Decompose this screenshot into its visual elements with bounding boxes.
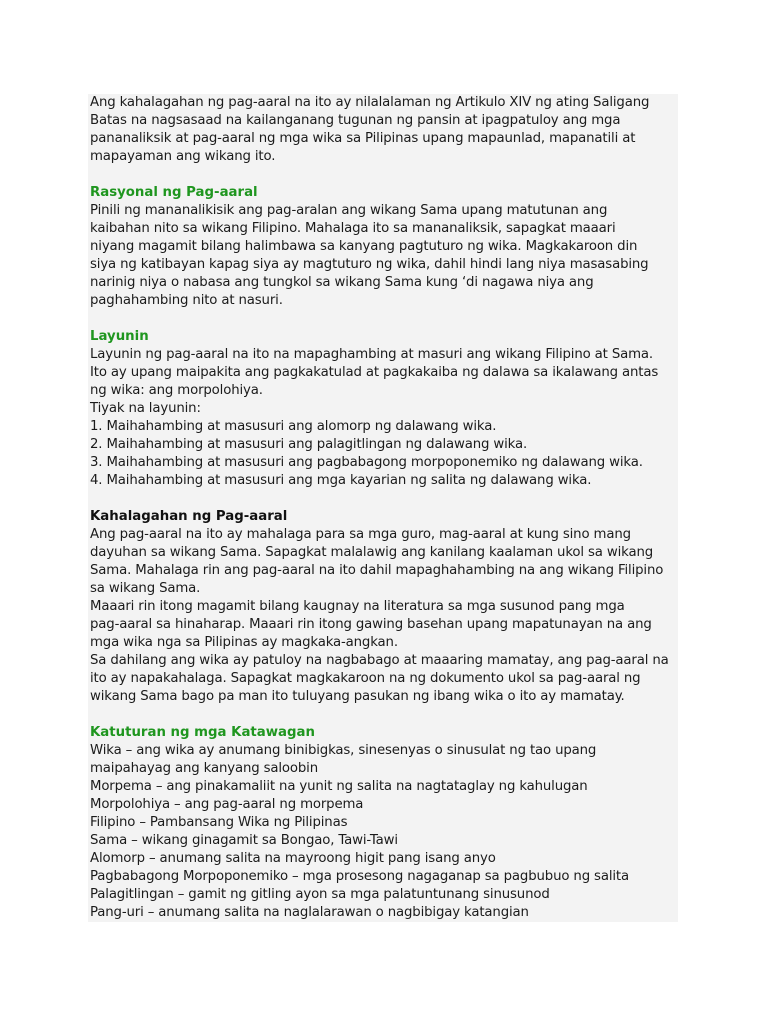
paragraph-line: wikang Sama bago pa man ito tuluyang pasukan ng ibang wika o ito ay mamatay.: [90, 689, 625, 704]
paragraph-line: mapayaman ang wikang ito.: [90, 149, 276, 164]
paragraph-line: Ang kahalagahan ng pag-aaral na ito ay nilalalaman ng Artikulo XIV ng ating Saligang: [90, 95, 650, 110]
section-heading: Layunin: [90, 329, 149, 344]
definition-line: Sama – wikang ginagamit sa Bongao, Tawi-Tawi: [90, 833, 398, 848]
definition-line: Wika – ang wika ay anumang binibigkas, sinesenyas o sinusulat ng tao upang: [90, 743, 597, 758]
section-rasyonal: [90, 184, 678, 310]
paragraph-line: kaibahan nito sa wikang Filipino. Mahalaga ito sa mananaliksik, sapagkat maaari: [90, 221, 616, 236]
paragraph-line: paghahambing nito at nasuri.: [90, 293, 283, 308]
definition-line: Palagitlingan – gamit ng gitling ayon sa mga palatuntunang sinusunod: [90, 887, 550, 902]
paragraph-line: ng wika: ang morpolohiya.: [90, 383, 263, 398]
definition-line: Morpema – ang pinakamaliit na yunit ng salita na nagtataglay ng kahulugan: [90, 779, 588, 794]
list-item: 1. Maihahambing at masusuri ang alomorp ng dalawang wika.: [90, 419, 497, 434]
definition-line: Pang-uri – anumang salita na naglalarawan o nagbibigay katangian: [90, 905, 529, 920]
paragraph-line: ito ay napakahalaga. Sapagkat magkakaroon na ng dokumento ukol sa pag-aaral ng: [90, 671, 641, 686]
definition-line: Alomorp – anumang salita na mayroong higit pang isang anyo: [90, 851, 496, 866]
section-introduction: [90, 94, 678, 166]
definition-line: Pagbabagong Morpoponemiko – mga prosesong nagaganap sa pagbubuo ng salita: [90, 869, 629, 884]
paragraph-line: Tiyak na layunin:: [90, 401, 201, 416]
paragraph-line: siya ng katibayan kapag siya ay magtuturo ng wika, dahil hindi lang niya masasabing: [90, 257, 649, 272]
paragraph-line: pananaliksik at pag-aaral ng mga wika sa Pilipinas upang mapaunlad, mapanatili at: [90, 131, 636, 146]
paragraph-line: narinig niya o nabasa ang tungkol sa wikang Sama kung ‘di nagawa niya ang: [90, 275, 594, 290]
paragraph-line: Ito ay upang maipakita ang pagkakatulad at pagkakaiba ng dalawa sa ikalawang antas: [90, 365, 659, 380]
paragraph-line: Sa dahilang ang wika ay patuloy na nagbabago at maaaring mamatay, ang pag-aaral na: [90, 653, 669, 668]
paragraph-line: Layunin ng pag-aaral na ito na mapaghambing at masuri ang wikang Filipino at Sama.: [90, 347, 653, 362]
section-heading: Katuturan ng mga Katawagan: [90, 725, 315, 740]
paragraph-line: Sama. Mahalaga rin ang pag-aaral na ito dahil mapaghahambing na ang wikang Filipino: [90, 563, 664, 578]
definition-line: Morpolohiya – ang pag-aaral ng morpema: [90, 797, 364, 812]
paragraph-line: dayuhan sa wikang Sama. Sapagkat malalawig ang kanilang kaalaman ukol sa wikang: [90, 545, 654, 560]
paragraph-line: Batas na nagsasaad na kailanganang tugunan ng pansin at ipagpatuloy ang mga: [90, 113, 621, 128]
paragraph-line: Ang pag-aaral na ito ay mahalaga para sa mga guro, mag-aaral at kung sino mang: [90, 527, 631, 542]
paragraph-line: Pinili ng mananalikisik ang pag-aralan ang wikang Sama upang matutunan ang: [90, 203, 608, 218]
list-item: 2. Maihahambing at masusuri ang palagitlingan ng dalawang wika.: [90, 437, 528, 452]
section-heading: Rasyonal ng Pag-aaral: [90, 185, 258, 200]
section-katuturan: [90, 724, 678, 922]
paragraph-line: sa wikang Sama.: [90, 581, 201, 596]
section-kahalagahan: [90, 508, 678, 706]
definition-line: maipahayag ang kanyang saloobin: [90, 761, 318, 776]
paragraph-line: pag-aaral sa hinaharap. Maaari rin itong gawing basehan upang mapatunayan na ang: [90, 617, 652, 632]
document-page: [88, 94, 678, 922]
paragraph-line: niyang magamit bilang halimbawa sa kanyang pagtuturo ng wika. Magkakaroon din: [90, 239, 638, 254]
section-layunin: [90, 328, 678, 490]
section-heading: Kahalagahan ng Pag-aaral: [90, 509, 288, 524]
list-item: 4. Maihahambing at masusuri ang mga kayarian ng salita ng dalawang wika.: [90, 473, 592, 488]
paragraph-line: Maaari rin itong magamit bilang kaugnay na literatura sa mga susunod pang mga: [90, 599, 625, 614]
paragraph-line: mga wika nga sa Pilipinas ay magkaka-angkan.: [90, 635, 398, 650]
list-item: 3. Maihahambing at masusuri ang pagbabagong morpoponemiko ng dalawang wika.: [90, 455, 643, 470]
definition-line: Filipino – Pambansang Wika ng Pilipinas: [90, 815, 348, 830]
